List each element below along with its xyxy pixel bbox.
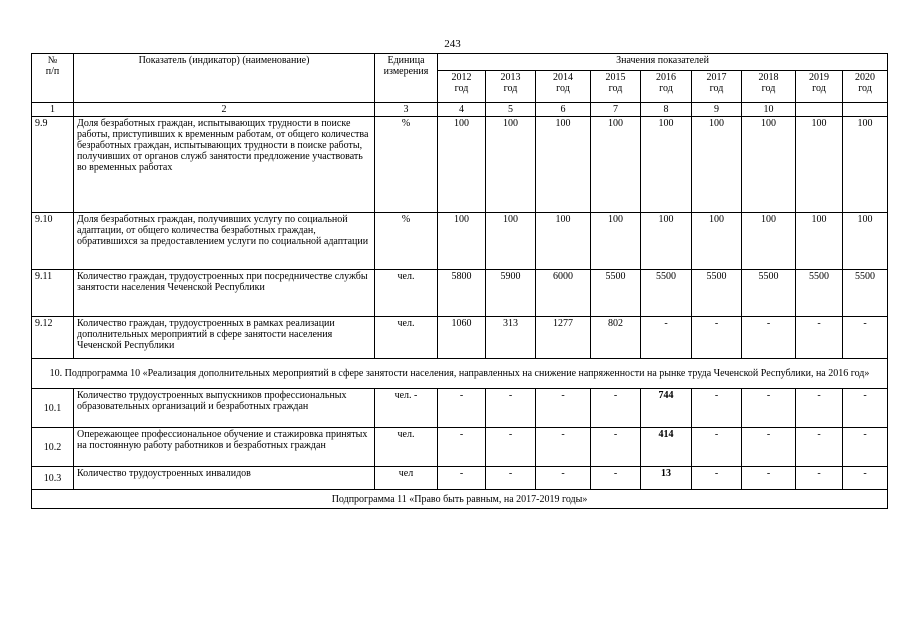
row-value: 414 xyxy=(641,428,692,467)
row-indicator-name: Доля безработных граждан, испытывающих трудности в поиске работы, приступивших к временным работам, от общего количества безработных граждан, испытывающих трудности в поиске работы, получивших от органов служб занятости предложение участвовать во временных работах xyxy=(74,117,375,213)
row-value: - xyxy=(796,467,843,490)
row-value: 100 xyxy=(843,213,888,270)
row-value: - xyxy=(591,389,641,428)
row-number: 9.10 xyxy=(32,213,74,270)
row-value: - xyxy=(843,389,888,428)
table-row xyxy=(32,317,888,359)
row-value: - xyxy=(438,467,486,490)
row-value: - xyxy=(641,317,692,359)
row-unit: % xyxy=(375,117,438,213)
row-value: - xyxy=(536,428,591,467)
row-unit: чел xyxy=(375,467,438,490)
column-number: 1 xyxy=(32,103,74,117)
header-year: 2015 год xyxy=(591,71,641,103)
row-value: 802 xyxy=(591,317,641,359)
row-value: 100 xyxy=(536,117,591,213)
row-value: 100 xyxy=(536,213,591,270)
row-indicator-name: Опережающее профессиональное обучение и стажировка принятых на постоянную работу работников и безработных граждан xyxy=(74,428,375,467)
table-row xyxy=(32,467,888,490)
row-value: 5500 xyxy=(843,270,888,317)
column-number: 9 xyxy=(692,103,742,117)
page-number: 243 xyxy=(444,38,461,50)
row-value: - xyxy=(486,428,536,467)
row-value: - xyxy=(692,428,742,467)
row-indicator-name: Количество трудоустроенных инвалидов xyxy=(74,467,375,490)
row-value: 100 xyxy=(438,117,486,213)
table-row xyxy=(32,389,888,428)
row-value: - xyxy=(486,467,536,490)
row-number: 10.3 xyxy=(32,467,74,490)
row-value: 5900 xyxy=(486,270,536,317)
row-value: - xyxy=(796,428,843,467)
header-year: 2019 год xyxy=(796,71,843,103)
table-row xyxy=(32,270,888,317)
row-value: - xyxy=(591,467,641,490)
column-number: 10 xyxy=(742,103,796,117)
column-number: 6 xyxy=(536,103,591,117)
row-value: 5500 xyxy=(692,270,742,317)
header-indicator: Показатель (индикатор) (наименование) xyxy=(74,54,375,103)
row-value: 100 xyxy=(796,213,843,270)
header-year: 2014 год xyxy=(536,71,591,103)
row-number: 10.1 xyxy=(32,389,74,428)
row-number: 9.9 xyxy=(32,117,74,213)
header-values-group: Значения показателей xyxy=(438,54,888,71)
row-value: - xyxy=(692,317,742,359)
row-value: - xyxy=(796,389,843,428)
row-value: 100 xyxy=(641,213,692,270)
row-value: 100 xyxy=(486,213,536,270)
column-number: 5 xyxy=(486,103,536,117)
row-value: - xyxy=(536,467,591,490)
column-number: 4 xyxy=(438,103,486,117)
indicators-table xyxy=(31,53,888,509)
table-row xyxy=(32,213,888,270)
row-value: 100 xyxy=(742,117,796,213)
row-unit: % xyxy=(375,213,438,270)
row-number: 9.12 xyxy=(32,317,74,359)
row-value: 313 xyxy=(486,317,536,359)
row-value: - xyxy=(843,467,888,490)
row-value: - xyxy=(742,467,796,490)
table-row xyxy=(32,428,888,467)
row-value: 6000 xyxy=(536,270,591,317)
row-value: 100 xyxy=(742,213,796,270)
subprogram-11-title: Подпрограмма 11 «Право быть равным, на 2017-2019 годы» xyxy=(32,490,888,509)
row-value: 100 xyxy=(692,213,742,270)
header-year: 2020 год xyxy=(843,71,888,103)
column-number: 2 xyxy=(74,103,375,117)
row-value: 100 xyxy=(486,117,536,213)
row-indicator-name: Количество граждан, трудоустроенных при посредничестве службы занятости населения Чеченской Республики xyxy=(74,270,375,317)
row-unit: чел. - xyxy=(375,389,438,428)
column-number xyxy=(843,103,888,117)
row-value: 100 xyxy=(438,213,486,270)
row-value: - xyxy=(796,317,843,359)
row-value: 13 xyxy=(641,467,692,490)
row-value: 100 xyxy=(591,213,641,270)
column-number xyxy=(796,103,843,117)
row-value: 5500 xyxy=(796,270,843,317)
row-indicator-name: Доля безработных граждан, получивших услугу по социальной адаптации, от общего количества безработных граждан, обратившихся за предоставлением услуги по социальной адаптации xyxy=(74,213,375,270)
row-value: 100 xyxy=(591,117,641,213)
header-year: 2017 год xyxy=(692,71,742,103)
row-unit: чел. xyxy=(375,270,438,317)
row-value: 5500 xyxy=(742,270,796,317)
row-value: - xyxy=(692,389,742,428)
row-value: - xyxy=(438,428,486,467)
header-unit: Единица измерения xyxy=(375,54,438,103)
row-value: - xyxy=(591,428,641,467)
row-value: - xyxy=(742,428,796,467)
row-value: - xyxy=(486,389,536,428)
row-indicator-name: Количество граждан, трудоустроенных в рамках реализации дополнительных мероприятий в сфере занятости населения Чеченской Республики xyxy=(74,317,375,359)
row-value: - xyxy=(742,317,796,359)
row-value: 100 xyxy=(692,117,742,213)
row-value: - xyxy=(843,428,888,467)
column-number: 7 xyxy=(591,103,641,117)
header-year: 2018 год xyxy=(742,71,796,103)
row-value: - xyxy=(742,389,796,428)
column-number: 3 xyxy=(375,103,438,117)
subprogram-10-title: 10. Подпрограмма 10 «Реализация дополнительных мероприятий в сфере занятости населения, направленных на снижение напряженности на рынке труда Чеченской Республики, на 2016 год» xyxy=(32,359,888,389)
row-value: 5500 xyxy=(591,270,641,317)
row-value: 5800 xyxy=(438,270,486,317)
row-value: 744 xyxy=(641,389,692,428)
row-value: 1060 xyxy=(438,317,486,359)
row-number: 10.2 xyxy=(32,428,74,467)
row-value: 100 xyxy=(641,117,692,213)
header-year: 2016 год xyxy=(641,71,692,103)
row-value: 100 xyxy=(796,117,843,213)
row-value: - xyxy=(843,317,888,359)
row-unit: чел. xyxy=(375,428,438,467)
row-value: - xyxy=(438,389,486,428)
row-number: 9.11 xyxy=(32,270,74,317)
header-num: № п/п xyxy=(32,54,74,103)
row-value: 5500 xyxy=(641,270,692,317)
header-year: 2012 год xyxy=(438,71,486,103)
row-value: - xyxy=(692,467,742,490)
header-year: 2013 год xyxy=(486,71,536,103)
row-indicator-name: Количество трудоустроенных выпускников профессиональных образовательных организаций и безработных граждан xyxy=(74,389,375,428)
row-value: 1277 xyxy=(536,317,591,359)
table-row xyxy=(32,117,888,213)
row-unit: чел. xyxy=(375,317,438,359)
column-number: 8 xyxy=(641,103,692,117)
row-value: - xyxy=(536,389,591,428)
row-value: 100 xyxy=(843,117,888,213)
